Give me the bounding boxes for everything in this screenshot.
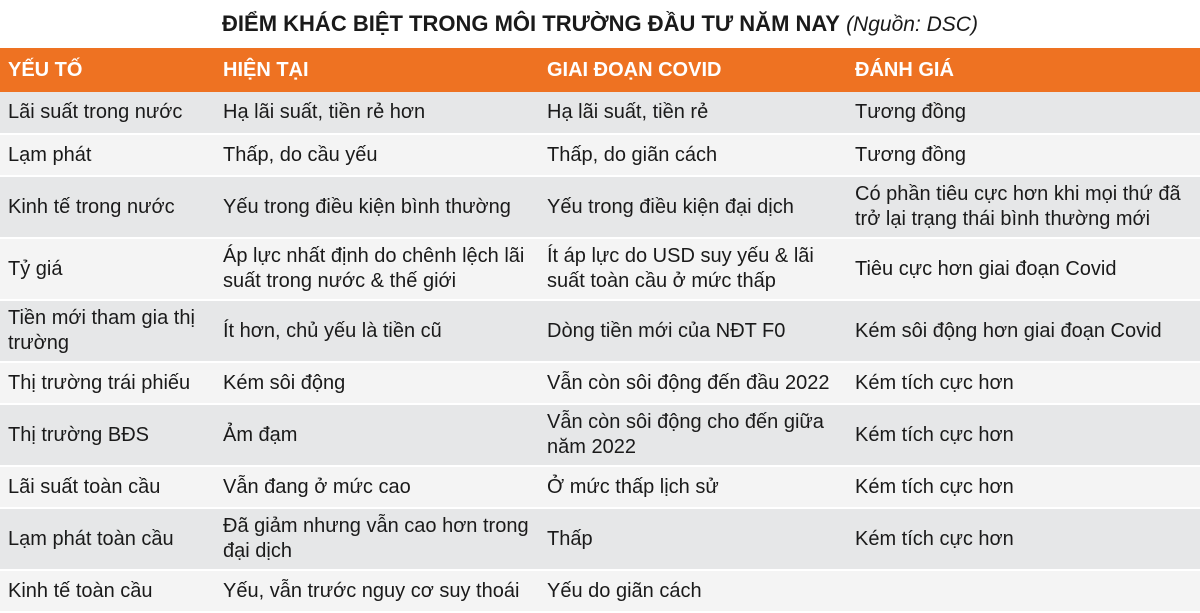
cell-assessment: Tiêu cực hơn giai đoạn Covid: [847, 238, 1200, 300]
cell-current: Ít hơn, chủ yếu là tiền cũ: [215, 300, 539, 362]
cell-covid: Dòng tiền mới của NĐT F0: [539, 300, 847, 362]
cell-assessment: Có phần tiêu cực hơn khi mọi thứ đã trở lại trạng thái bình thường mới: [847, 176, 1200, 238]
cell-covid: Yếu trong điều kiện đại dịch: [539, 176, 847, 238]
cell-factor: Kinh tế trong nước: [0, 176, 215, 238]
header-row: [0, 48, 1200, 92]
cell-assessment: Kém sôi động hơn giai đoạn Covid: [847, 300, 1200, 362]
cell-current: Kém sôi động: [215, 362, 539, 404]
cell-current: Đã giảm nhưng vẫn cao hơn trong đại dịch: [215, 508, 539, 570]
cell-factor: Tỷ giá: [0, 238, 215, 300]
cell-current: Hạ lãi suất, tiền rẻ hơn: [215, 92, 539, 134]
cell-factor: Lạm phát toàn cầu: [0, 508, 215, 570]
header-covid: GIAI ĐOẠN COVID: [539, 48, 847, 92]
cell-covid: Hạ lãi suất, tiền rẻ: [539, 92, 847, 134]
table-row: [0, 176, 1200, 238]
table-row: [0, 404, 1200, 466]
cell-covid: Thấp: [539, 508, 847, 570]
cell-assessment: Kém tích cực hơn: [847, 362, 1200, 404]
cell-assessment: Kém tích cực hơn: [847, 404, 1200, 466]
header-assessment: ĐÁNH GIÁ: [847, 48, 1200, 92]
table-row: [0, 92, 1200, 134]
table-row: [0, 134, 1200, 176]
table-row: [0, 466, 1200, 508]
cell-current: Ảm đạm: [215, 404, 539, 466]
cell-covid: Vẫn còn sôi động cho đến giữa năm 2022: [539, 404, 847, 466]
cell-factor: Lạm phát: [0, 134, 215, 176]
table-row: [0, 362, 1200, 404]
table-title: [0, 0, 1200, 48]
header-current: HIỆN TẠI: [215, 48, 539, 92]
cell-current: Áp lực nhất định do chênh lệch lãi suất trong nước & thế giới: [215, 238, 539, 300]
cell-factor: Kinh tế toàn cầu: [0, 570, 215, 612]
cell-assessment: Tương đồng: [847, 134, 1200, 176]
cell-covid: Yếu do giãn cách: [539, 570, 847, 612]
table-row: [0, 238, 1200, 300]
header-factor: YẾU TỐ: [0, 48, 215, 92]
cell-current: Yếu, vẫn trước nguy cơ suy thoái: [215, 570, 539, 612]
cell-covid: Ít áp lực do USD suy yếu & lãi suất toàn cầu ở mức thấp: [539, 238, 847, 300]
cell-assessment: Tương đồng: [847, 92, 1200, 134]
cell-covid: Vẫn còn sôi động đến đầu 2022: [539, 362, 847, 404]
cell-assessment: [847, 570, 1200, 612]
comparison-table: [0, 48, 1200, 613]
cell-current: Thấp, do cầu yếu: [215, 134, 539, 176]
cell-factor: Lãi suất trong nước: [0, 92, 215, 134]
table-row: [0, 570, 1200, 612]
cell-assessment: Kém tích cực hơn: [847, 508, 1200, 570]
cell-assessment: Kém tích cực hơn: [847, 466, 1200, 508]
cell-current: Yếu trong điều kiện bình thường: [215, 176, 539, 238]
table-row: [0, 508, 1200, 570]
cell-covid: Ở mức thấp lịch sử: [539, 466, 847, 508]
cell-factor: Thị trường trái phiếu: [0, 362, 215, 404]
cell-current: Vẫn đang ở mức cao: [215, 466, 539, 508]
table-row: [0, 300, 1200, 362]
cell-factor: Tiền mới tham gia thị trường: [0, 300, 215, 362]
cell-factor: Thị trường BĐS: [0, 404, 215, 466]
title-main: ĐIỂM KHÁC BIỆT TRONG MÔI TRƯỜNG ĐẦU TƯ NĂM NAY: [222, 11, 840, 36]
cell-covid: Thấp, do giãn cách: [539, 134, 847, 176]
cell-factor: Lãi suất toàn cầu: [0, 466, 215, 508]
title-source: (Nguồn: DSC): [846, 13, 978, 36]
